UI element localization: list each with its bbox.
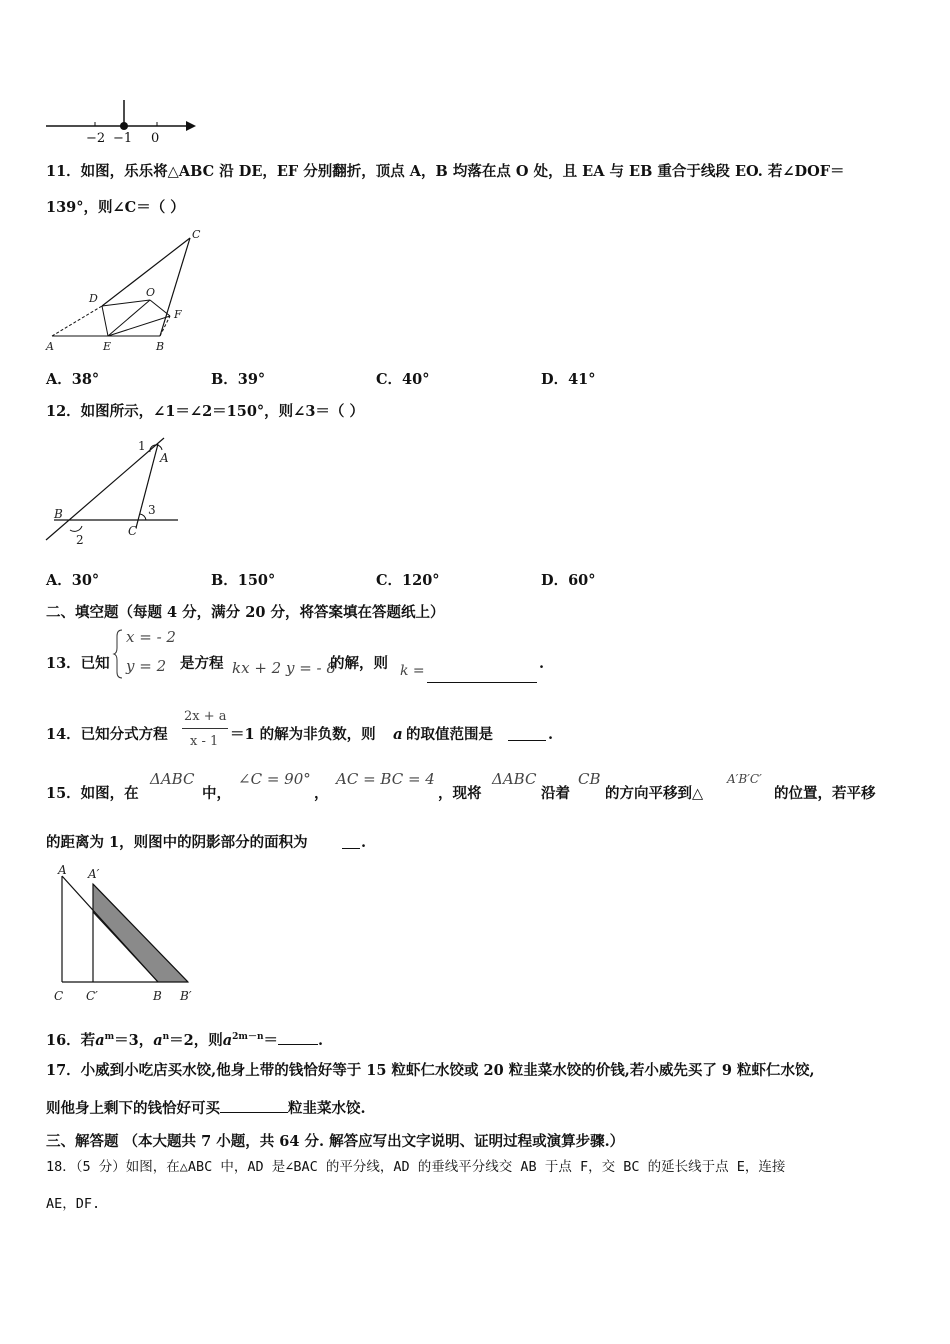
number-line-tick-label: −1	[113, 131, 133, 146]
q16-end: .	[318, 1031, 324, 1049]
q13-system-brace	[114, 628, 124, 680]
q11-label-E: E	[103, 340, 112, 353]
q11-label-O: O	[146, 286, 156, 299]
q14-fraction-numerator: 2x + a	[184, 709, 227, 724]
q11-label-F: F	[174, 308, 182, 321]
q12-option-a[interactable]: A．30°	[46, 572, 100, 589]
q12-option-c[interactable]: C．120°	[376, 572, 440, 589]
section3-title: 三、解答题 （本大题共 7 小题，共 64 分. 解答应写出文字说明、证明过程或演算步骤.）	[46, 1133, 625, 1150]
q15-label-A-prime: A′	[88, 867, 100, 881]
q11-label-B: B	[156, 340, 165, 353]
q14-prefix: 14．已知分式方程	[46, 726, 168, 743]
q15-p2: 中，	[202, 785, 231, 802]
q14-fraction-bar	[182, 728, 228, 729]
number-line-figure	[40, 96, 210, 156]
q15-label-B-prime: B′	[180, 989, 192, 1003]
q12-label-3: 3	[148, 503, 156, 517]
q15-label-C: C	[54, 989, 64, 1003]
q15-p5: 沿着	[541, 785, 570, 802]
q16-a2: a	[153, 1031, 163, 1049]
q16-mid2: ＝2，则	[169, 1031, 223, 1049]
q15-p4: ，现将	[438, 785, 482, 802]
q15-line2: 的距离为 1，则图中的阴影部分的面积为	[46, 834, 308, 851]
q18-text-line2: AE，DF.	[46, 1196, 101, 1212]
q15-label-C-prime: C′	[86, 989, 98, 1003]
q16-a3: a	[222, 1031, 233, 1049]
q17-line2-end: 粒韭菜水饺.	[288, 1100, 366, 1117]
q17-answer-blank[interactable]	[220, 1098, 288, 1113]
q13-after: 的解，则	[330, 655, 388, 672]
q16-answer-blank[interactable]	[278, 1030, 318, 1045]
q12-label-2: 2	[76, 533, 84, 547]
q16-mid1: ＝3，	[114, 1031, 154, 1049]
q15-m2: ∠C = 90°	[238, 770, 311, 788]
q14-var-a: a	[393, 725, 403, 743]
q15-p6: 的方向平移到△	[605, 785, 704, 802]
q18-text-line1: 18．（5 分）如图，在△ABC 中，AD 是∠BAC 的平分线，AD 的垂线平分线交 AB 于点 F，交 BC 的延长线于点 E，连接	[46, 1159, 786, 1175]
q11-label-A: A	[46, 340, 54, 353]
q11-option-a[interactable]: A．38°	[46, 371, 100, 388]
q13-equation: kx + 2 y = - 8	[232, 659, 336, 677]
q14-suffix: ＝1 的解为非负数，则	[230, 726, 376, 743]
q11-text-line2: 139°，则∠C＝（ ）	[46, 199, 185, 216]
q12-option-b[interactable]: B．150°	[211, 572, 276, 589]
q15-label-B: B	[153, 989, 162, 1003]
q15-m5: CB	[578, 770, 601, 788]
q15-end: .	[361, 834, 367, 851]
q13-system-eq1: x = - 2	[126, 628, 176, 646]
q15-p1: 15．如图，在	[46, 785, 139, 802]
q12-angle-figure	[40, 432, 190, 552]
q16-prefix: 16．若	[46, 1031, 96, 1049]
q13-answer-blank[interactable]	[427, 668, 537, 683]
q14-answer-blank[interactable]	[508, 726, 546, 741]
number-line-point	[120, 122, 128, 130]
q16-mid3: ＝	[263, 1031, 279, 1049]
section2-title: 二、填空题（每题 4 分，满分 20 分，将答案填在答题纸上）	[46, 604, 445, 621]
q12-option-d[interactable]: D．60°	[541, 572, 596, 589]
q17-text-line1: 17．小威到小吃店买水饺,他身上带的钱恰好等于 15 粒虾仁水饺或 20 粒韭菜水饺的价钱,若小威先买了 9 粒虾仁水饺,	[46, 1062, 815, 1079]
q15-p7: 的位置，若平移	[774, 785, 876, 802]
q11-option-d[interactable]: D．41°	[541, 371, 596, 388]
number-line-arrow	[186, 121, 196, 131]
q14-end: .	[548, 726, 554, 743]
q16-sup3: 2m－n	[232, 1032, 264, 1042]
q15-m1: ΔABC	[150, 770, 195, 788]
q11-option-b[interactable]: B．39°	[211, 371, 266, 388]
q14-fraction-denominator: x - 1	[190, 734, 219, 749]
q12-label-C: C	[128, 524, 138, 538]
q17-text-line2	[46, 1098, 366, 1119]
q16-text	[46, 1027, 323, 1051]
q13-mid: 是方程	[180, 655, 224, 672]
q12-text: 12．如图所示，∠1＝∠2＝150°，则∠3＝（ ）	[46, 403, 364, 420]
q13-end: .	[539, 655, 545, 672]
q11-triangle-figure	[40, 226, 230, 356]
q12-label-A: A	[160, 451, 169, 465]
q15-answer-blank[interactable]	[342, 834, 360, 849]
q12-label-1: 1	[138, 439, 146, 453]
q16-sup2: n	[162, 1032, 170, 1042]
q12-label-B: B	[54, 507, 63, 521]
q17-line2-start: 则他身上剩下的钱恰好可买	[46, 1100, 220, 1117]
q16-sup1: m	[104, 1032, 115, 1042]
q15-translation-figure	[46, 862, 216, 1012]
q13-k: k =	[400, 663, 425, 679]
q13-prefix: 13．已知	[46, 655, 110, 672]
q14-suffix2: 的取值范围是	[406, 726, 493, 743]
q11-option-c[interactable]: C．40°	[376, 371, 430, 388]
q15-m4: ΔABC	[492, 770, 537, 788]
q13-system-eq2: y = 2	[126, 657, 167, 675]
q11-text-line1: 11．如图，乐乐将△ABC 沿 DE，EF 分别翻折，顶点 A，B 均落在点 O 处，且 EA 与 EB 重合于线段 EO. 若∠DOF＝	[46, 163, 845, 180]
number-line-tick-label: 0	[151, 131, 160, 146]
q15-m6: A′B′C′	[727, 772, 762, 786]
q15-m3: AC = BC = 4	[336, 770, 435, 788]
q15-p3: ，	[314, 785, 329, 802]
q11-label-D: D	[89, 292, 98, 305]
number-line-tick-label: −2	[86, 131, 106, 146]
q15-label-A: A	[58, 863, 67, 877]
q11-label-C: C	[192, 228, 201, 241]
q16-a1: a	[95, 1031, 105, 1049]
